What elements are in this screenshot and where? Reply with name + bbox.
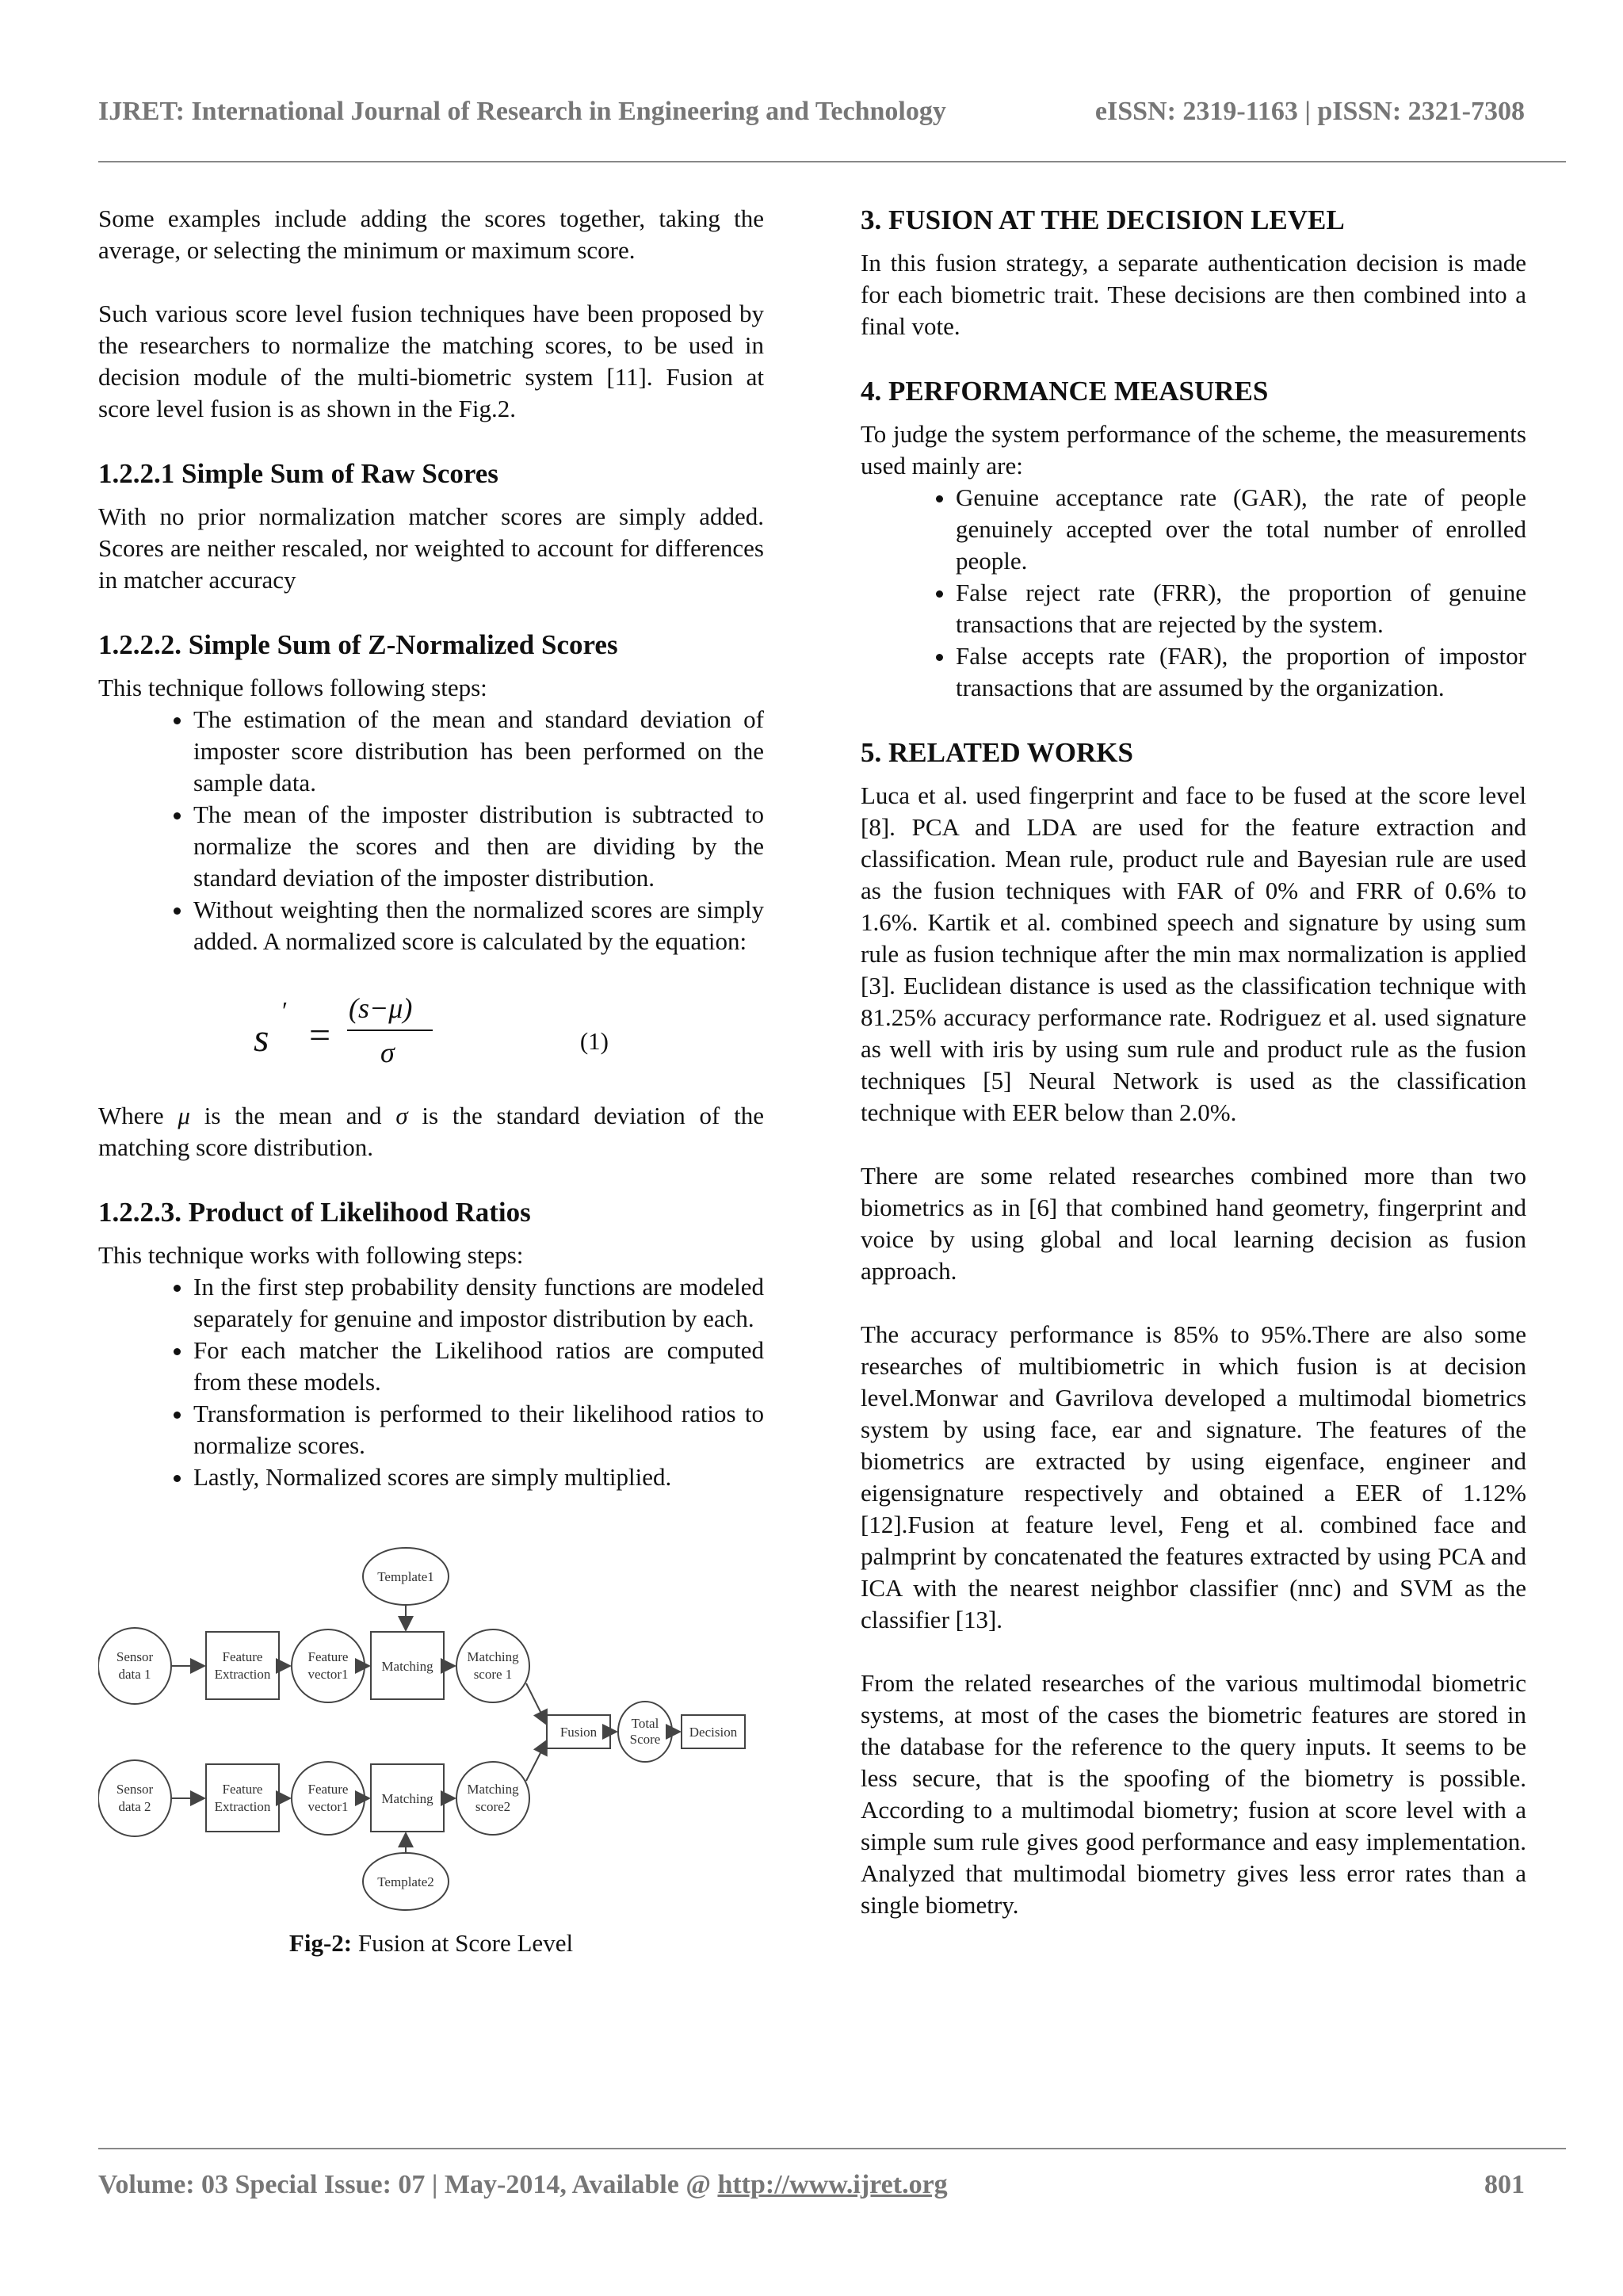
svg-text:Total: Total — [631, 1716, 659, 1731]
section-heading: 4. PERFORMANCE MEASURES — [861, 376, 1269, 407]
svg-text:Feature: Feature — [222, 1782, 263, 1797]
figure-caption: Fig-2: Fusion at Score Level — [288, 1929, 574, 1957]
sensor1-node — [98, 1628, 171, 1704]
svg-text:score 1: score 1 — [473, 1667, 513, 1682]
journal-link[interactable]: http://www.ijret.org — [717, 2170, 948, 2199]
running-header — [98, 97, 1525, 127]
feature-vector2-node — [292, 1762, 365, 1835]
feature-extraction1-node — [206, 1632, 279, 1699]
svg-text:Matching: Matching — [467, 1782, 519, 1797]
right-column — [861, 203, 1526, 1953]
svg-text:data 1: data 1 — [118, 1667, 151, 1682]
eq-equals: = — [309, 1014, 331, 1056]
svg-text:Sensor: Sensor — [116, 1782, 154, 1797]
feature-extraction2-node — [206, 1764, 279, 1832]
running-footer — [98, 2170, 1525, 2200]
list-item: • Transformation is performed to their likelihood ratios to normalize scores. — [193, 1398, 764, 1461]
bullet-list — [98, 704, 764, 957]
list-item: • False reject rate (FRR), the proportion of genuine transactions that are rejected by the system. — [956, 577, 1526, 640]
svg-text:Decision: Decision — [689, 1725, 738, 1740]
section-heading: 5. RELATED WORKS — [861, 737, 1133, 768]
paragraph: From the related researches of the various multimodal biometric systems, at most of the cases the biometric features are stored in the database for the reference to the query inputs. It seems to be less secure, that is the spoofing of the biometry is possible. According to a multimodal biometry; fusion at score level with a simple sum rule gives good performance and easy implementation. Analyzed that multimodal biometry gives less error rates than a single biometry. — [861, 1669, 1526, 1919]
equation-number: (1) — [579, 1027, 609, 1055]
svg-text:Sensor: Sensor — [116, 1649, 154, 1664]
svg-text:Feature: Feature — [222, 1649, 263, 1664]
bullet-list — [98, 1271, 764, 1493]
paragraph: This technique follows following steps: — [98, 674, 487, 701]
issn: eISSN: 2319-1163 | pISSN: 2321-7308 — [1094, 97, 1525, 126]
equation-formula — [250, 981, 456, 1084]
paragraph: There are some related researches combined more than two biometrics as in [6] that combined hand geometry, fingerprint and voice by using global and local learning decision as fusion approach. — [861, 1162, 1526, 1285]
paragraph: Such various score level fusion techniques have been proposed by the researchers to normalize the matching scores, to be used in decision module of the multi-biometric system [11]. Fusion at score level fusion is as shown in the Fig.2. — [98, 300, 764, 422]
svg-text:Fusion: Fusion — [559, 1725, 598, 1740]
svg-text:vector1: vector1 — [307, 1799, 349, 1814]
paragraph: To judge the system performance of the scheme, the measurements used mainly are: — [861, 420, 1526, 479]
fusion-diagram — [98, 1541, 764, 1913]
svg-text:Extraction: Extraction — [214, 1667, 271, 1682]
eq-numerator: (s−μ) — [349, 992, 413, 1024]
sensor2-node — [98, 1760, 171, 1836]
eq-denominator: σ — [380, 1037, 395, 1068]
paragraph: In this fusion strategy, a separate authentication decision is made for each biometric trait. These decisions are then combined into a final vote. — [861, 249, 1526, 340]
svg-text:Matching: Matching — [381, 1791, 433, 1806]
eq-lhs: s — [254, 1015, 269, 1060]
paragraph: Luca et al. used fingerprint and face to be fused at the score level [8]. PCA and LDA are used for the feature extraction and classification. Mean rule, product rule and Bayesian rule are used as the fusion techniques with FAR of 0% and FRR of 0.6% to 1.6%. Kartik et al. combined speech and signature by using sum rule as fusion technique after the min max normalization is applied [3]. Euclidean distance is used as the classification technique with 81.25% accuracy performance rate. Rodriguez et al. used signature as well with iris by using sum rule and product rule as the fusion techniques [5] Neural Network is used as the classification technique with EER below than 2.0%. — [861, 781, 1526, 1126]
bullet-list — [861, 482, 1526, 704]
svg-text:Extraction: Extraction — [214, 1799, 271, 1814]
svg-text:Feature: Feature — [307, 1649, 349, 1664]
section-heading: 1.2.2.2. Simple Sum of Z-Normalized Scores — [98, 629, 618, 660]
sigma-symbol: σ — [395, 1102, 408, 1129]
paragraph: With no prior normalization matcher scores are simply added. Scores are neither rescaled, nor weighted to account for differences in matcher accuracy — [98, 502, 764, 594]
svg-text:Score: Score — [629, 1732, 661, 1747]
journal-title: IJRET: International Journal of Research in Engineering and Technology — [98, 97, 946, 126]
mu-symbol: μ — [178, 1102, 190, 1129]
list-item: • False accepts rate (FAR), the proportion of impostor transactions that are assumed by the organization. — [956, 640, 1526, 704]
section-heading: 3. FUSION AT THE DECISION LEVEL — [861, 204, 1345, 235]
svg-text:Feature: Feature — [307, 1782, 349, 1797]
figure-2 — [98, 1541, 764, 1959]
list-item: • For each matcher the Likelihood ratios are computed from these models. — [193, 1335, 764, 1398]
left-column — [98, 203, 764, 1959]
template1-label: Template1 — [377, 1569, 434, 1584]
eq-prime: ′ — [282, 996, 288, 1025]
list-item: • The mean of the imposter distribution is subtracted to normalize the scores and then are dividing by the standard deviation of the imposter distribution. — [193, 799, 764, 894]
volume-info: Volume: 03 Special Issue: 07 | May-2014, Available @ http://www.ijret.org — [98, 2170, 948, 2199]
section-heading: 1.2.2.3. Product of Likelihood Ratios — [98, 1197, 531, 1228]
list-item: • In the first step probability density functions are modeled separately for genuine and impostor distribution by each. — [193, 1271, 764, 1335]
matching-score1-node — [456, 1629, 529, 1702]
svg-text:Matching: Matching — [467, 1649, 519, 1664]
footer-rule — [98, 2148, 1566, 2149]
paragraph: This technique works with following steps: — [98, 1241, 524, 1269]
paragraph: Some examples include adding the scores together, taking the average, or selecting the minimum or maximum score. — [98, 204, 764, 264]
list-item: • Lastly, Normalized scores are simply multiplied. — [193, 1461, 764, 1493]
template2-label: Template2 — [377, 1874, 434, 1889]
header-rule — [98, 161, 1566, 162]
matching-score2-node — [456, 1762, 529, 1835]
svg-text:data 2: data 2 — [118, 1799, 151, 1814]
list-item: • The estimation of the mean and standard deviation of imposter score distribution has been performed on the sample data. — [193, 704, 764, 799]
list-item: • Without weighting then the normalized scores are simply added. A normalized score is calculated by the equation: — [193, 894, 764, 957]
svg-text:score2: score2 — [475, 1799, 511, 1814]
page-number: 801 — [1484, 2170, 1525, 2199]
equation-1 — [98, 981, 764, 1084]
svg-text:vector1: vector1 — [307, 1667, 349, 1682]
list-item: • Genuine acceptance rate (GAR), the rate of people genuinely accepted over the total number of enrolled people. — [956, 482, 1526, 577]
feature-vector1-node — [292, 1629, 365, 1702]
svg-text:Matching: Matching — [381, 1659, 433, 1674]
paragraph: The accuracy performance is 85% to 95%.There are also some researches of multibiometric in which fusion is at decision level.Monwar and Gavrilova developed a multimodal biometrics system by using face, ear and signature. The features of the biometrics are extracted by using eigenface, engineer and eigensignature respectively and obtained a EER of 1.12% [12].Fusion at feature level, Feng et al. combined face and palmprint by concatenated the features extracted by using PCA and ICA with the nearest neighbor classifier (nnc) and SVM as the classifier [13]. — [861, 1320, 1526, 1633]
paragraph-where: Where μ is the mean and σ is the standard deviation of the matching score distribution. — [98, 1102, 764, 1161]
section-heading: 1.2.2.1 Simple Sum of Raw Scores — [98, 458, 498, 489]
